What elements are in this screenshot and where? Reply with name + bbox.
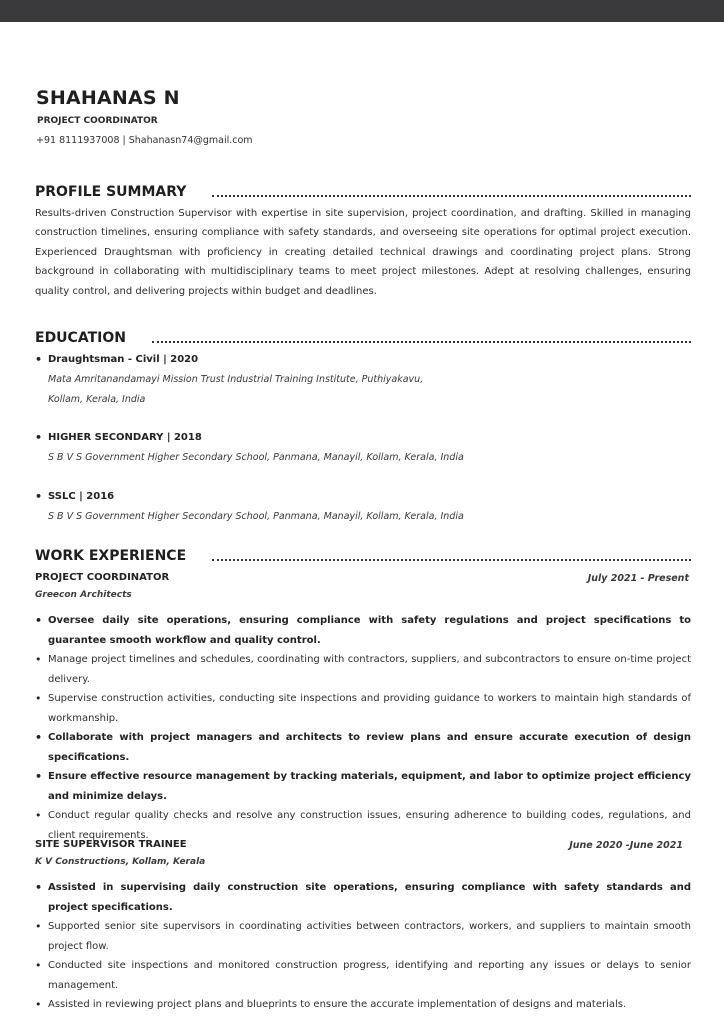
institution-line: Mata Amritanandamayi Mission Trust Industrial Training Institute, Puthiyakavu, (48, 374, 424, 385)
list-item: • Assisted in supervising daily construction site operations, ensuring compliance with safety standards and project specifications. (35, 878, 691, 917)
profile-summary-text: Results-driven Construction Supervisor with expertise in site supervision, project coordination, and drafting. Skilled in managing construction timelines, ensuring compliance with safety standards, and overseeing site operations for optimal project execution. Experienced Draughtsman with proficiency in creating detailed technical drawings and coordinating project plans. Strong background in collaborating with multidisciplinary teams to meet project milestones. Adept at resolving challenges, ensuring quality control, and delivering projects within budget and deadlines. (35, 208, 691, 297)
section-title: EDUCATION (35, 330, 126, 346)
education-item (35, 431, 691, 468)
list-item: • Oversee daily site operations, ensuring compliance with safety regulations and project specifications to guarantee smooth workflow and quality control. (35, 611, 691, 650)
dotted-divider (212, 559, 691, 561)
education-heading (35, 326, 691, 346)
institution: S B V S Government Higher Secondary School, Panmana, Manayil, Kollam, Kerala, India (48, 511, 464, 522)
job-duties-list (35, 611, 691, 845)
job-date: July 2021 - Present (587, 573, 689, 584)
candidate-title: PROJECT COORDINATOR (37, 116, 158, 126)
job-company: K V Constructions, Kollam, Kerala (35, 857, 206, 867)
degree: • Draughtsman - Civil | 2020 (35, 353, 691, 367)
list-item: • Conduct regular quality checks and resolve any construction issues, ensuring adherence to building codes, regulations, and client requirements. (35, 806, 691, 845)
list-item: • Collaborate with project managers and architects to review plans and ensure accurate execution of design specifications. (35, 728, 691, 767)
candidate-name: SHAHANAS N (36, 87, 180, 109)
job-title: SITE SUPERVISOR TRAINEE (35, 839, 187, 850)
list-item: • Ensure effective resource management by tracking materials, equipment, and labor to optimize project efficiency and minimize delays. (35, 767, 691, 806)
list-item: • Supervise construction activities, conducting site inspections and providing guidance to workers to maintain high standards of workmanship. (35, 689, 691, 728)
top-bar (0, 0, 724, 22)
institution-line: Kollam, Kerala, India (48, 393, 146, 405)
contact-info: +91 8111937008 | Shahanasn74@gmail.com (36, 135, 253, 146)
dotted-divider (152, 341, 691, 343)
degree: • SSLC | 2016 (35, 490, 691, 504)
profile-summary-heading (35, 180, 691, 200)
institution (35, 370, 691, 409)
institution: S B V S Government Higher Secondary School, Panmana, Manayil, Kollam, Kerala, India (48, 452, 464, 463)
job-date: June 2020 -June 2021 (569, 840, 683, 851)
job-duties-list (35, 878, 691, 1015)
list-item: • Assisted in reviewing project plans and blueprints to ensure the accurate implementation of designs and materials. (35, 995, 691, 1015)
section-title: PROFILE SUMMARY (35, 184, 187, 200)
education-item (35, 490, 691, 527)
education-item (35, 353, 691, 409)
list-item: • Manage project timelines and schedules, coordinating with contractors, suppliers, and subcontractors to ensure on-time project delivery. (35, 650, 691, 689)
work-experience-heading (35, 544, 691, 564)
list-item: • Conducted site inspections and monitored construction progress, identifying and reporting any issues or delays to senior management. (35, 956, 691, 995)
dotted-divider (212, 195, 691, 197)
section-title: WORK EXPERIENCE (35, 548, 187, 564)
list-item: • Supported senior site supervisors in coordinating activities between contractors, workers, and suppliers to maintain smooth project flow. (35, 917, 691, 956)
job-title: PROJECT COORDINATOR (35, 572, 170, 583)
degree: • HIGHER SECONDARY | 2018 (35, 431, 691, 445)
job-company: Greecon Architects (35, 590, 132, 600)
